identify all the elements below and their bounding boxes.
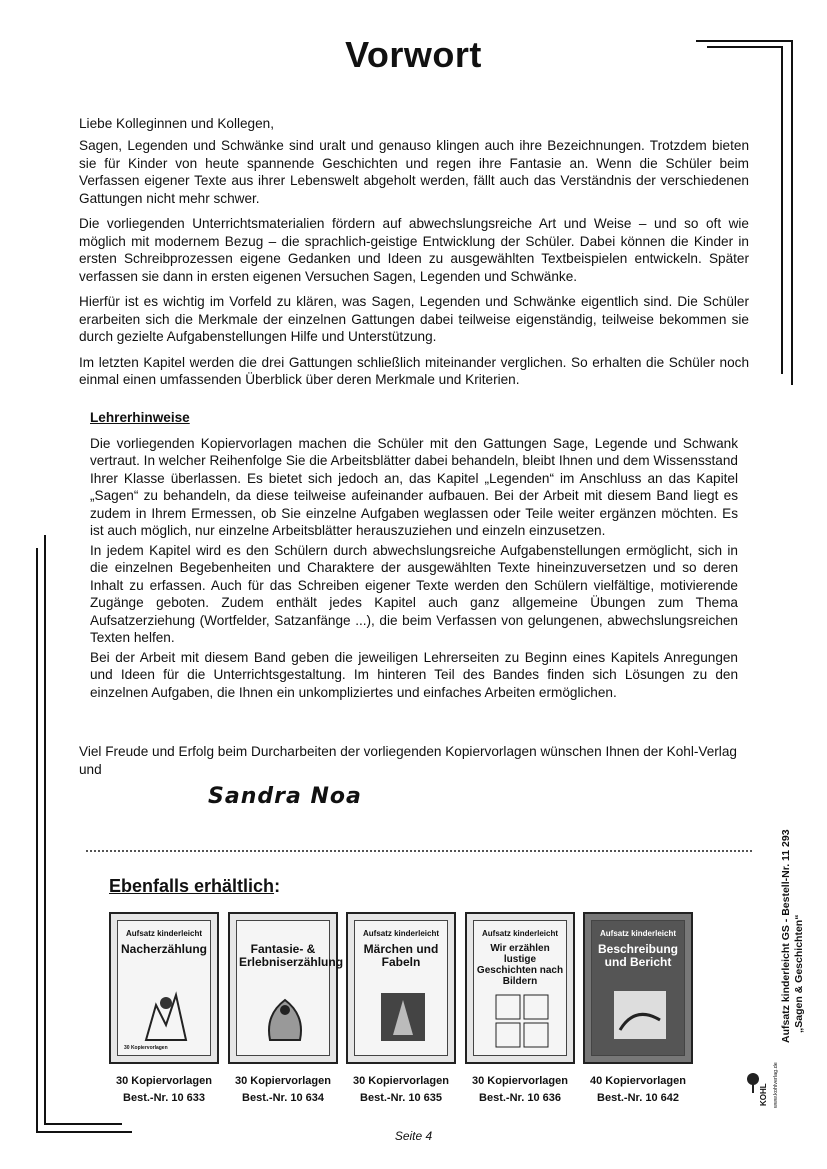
book-title: Fantasie- & Erlebniserzählung xyxy=(239,942,344,969)
publisher-logo xyxy=(745,1062,795,1112)
teacher-hints-section xyxy=(90,409,738,703)
book-copies: 30 Kopiervorlagen xyxy=(116,1075,212,1087)
intro-paragraph: Die vorliegenden Unterrichtsmaterialien fördern auf abwechslungsreiche Art und Weise – und so oft wie möglich mit modernem Bezug – die sprachlich-geistige Entwicklung der Schüler. Dabei können die Kinder in ersten Schreibprozessen eigene Gedanken und Ideen zu ausgewählten Textbeispielen entwickeln. Später verfassen sie dann in ersten eigenen Versuchen Sagen, Legenden und Schwänke. xyxy=(79,216,749,284)
page-title: Vorwort xyxy=(345,34,482,75)
book-illustration-icon xyxy=(373,985,433,1045)
side-label-line2: „Sagen & Geschichten“ xyxy=(793,914,805,1033)
book-order-number: Best.-Nr. 10 633 xyxy=(123,1092,205,1104)
hints-paragraph: Die vorliegenden Kopiervorlagen machen die Schüler mit den Gattungen Sage, Legende und Schwank vertraut. In welcher Reihenfolge Sie die Arbeitsblätter dabei behandeln, bleibt Ihnen und dem Wissensstand Ihrer Klasse überlassen. Es bietet sich jedoch an, das Kapitel „Legenden“ im Anschluss an das Kapitel „Sagen“ zu behandeln, da diese teilweise aufeinander aufbauen. Bei der Arbeit mit diesem Band liegt es zudem in Ihrem Ermessen, ob Sie einzelne Aufgaben weglassen oder Teile weiter ergänzen möchten. Es ist auch möglich, nur einzelne Arbeitsblätter herauszuziehen und einzeln einzusetzen. xyxy=(90,435,738,538)
book-series: Aufsatz kinderleicht xyxy=(599,929,676,938)
also-available-heading xyxy=(109,876,280,897)
book-illustration-icon xyxy=(255,985,315,1045)
logo-name: KOHL xyxy=(759,1083,768,1106)
page-number: Seite 4 xyxy=(394,1129,433,1143)
also-available-colon: : xyxy=(274,876,281,896)
book-cover-bildergeschichten[interactable] xyxy=(465,912,575,1064)
book-series: Aufsatz kinderleicht xyxy=(481,929,558,938)
book-order-number: Best.-Nr. 10 635 xyxy=(360,1092,442,1104)
frame-line-right-outer xyxy=(791,40,793,385)
book-cover-nacherzaehlung[interactable] xyxy=(109,912,219,1064)
frame-line-left-outer xyxy=(36,548,38,1133)
book-title: Wir erzählen lustige Geschichten nach Bildern xyxy=(476,943,564,987)
book-cover-inner xyxy=(473,920,567,1056)
closing-text: Viel Freude und Erfolg beim Durcharbeiten der vorliegenden Kopiervorlagen wünschen Ihnen der Kohl-Verlag und xyxy=(79,744,737,777)
intro-section xyxy=(79,137,749,397)
book-order-number: Best.-Nr. 10 642 xyxy=(597,1092,679,1104)
teacher-hints-heading: Lehrerhinweise xyxy=(90,410,190,425)
book-order-number: Best.-Nr. 10 634 xyxy=(242,1092,324,1104)
dotted-divider xyxy=(86,850,752,852)
book-title: Beschreibung und Bericht xyxy=(597,942,678,969)
greeting: Liebe Kolleginnen und Kollegen, xyxy=(79,116,275,131)
also-available-label: Ebenfalls erhältlich xyxy=(109,876,275,896)
book-copies: 30 Kopiervorlagen xyxy=(353,1075,449,1087)
intro-paragraph: Sagen, Legenden und Schwänke sind uralt und genauso klingen auch ihre Bezeichnungen. Trotzdem bieten sie für Kinder von heute spannende Geschichten und regen ihre Fantasie an. Wenn die Schüler beim Verfassen eigener Texte aus ihrer Lebenswelt abgeholt werden, fällt auch das Verständnis der verschiedenen Gattungen nicht mehr schwer. xyxy=(79,138,749,206)
book-copies: 30 Kopiervorlagen xyxy=(472,1075,568,1087)
hints-paragraph: Bei der Arbeit mit diesem Band geben die jeweiligen Lehrerseiten zu Beginn eines Kapitels Anregungen und Ideen für die Unterrichtsgestaltung. Im hinteren Teil des Bandes finden sich Lösungen zu den einzelnen Aufgaben, die Ihnen ein unkompliziertes und einfaches Arbeiten ermöglichen. xyxy=(90,649,738,700)
book-cover-inner xyxy=(354,920,448,1056)
book-illustration-icon xyxy=(492,991,552,1051)
book-cover-inner xyxy=(236,920,344,1056)
book-cover-maerchen[interactable] xyxy=(346,912,456,1064)
book-title: Märchen und Fabeln xyxy=(363,942,439,969)
book-cover-fantasie[interactable] xyxy=(228,912,344,1064)
signature: Sandra Noa xyxy=(208,784,362,809)
frame-line-left-inner xyxy=(44,535,46,1125)
book-series: Aufsatz kinderleicht xyxy=(125,929,202,938)
side-label-line1: Aufsatz kinderleicht GS - Bestell-Nr. 11 293 xyxy=(780,829,792,1043)
logo-url: www.kohlverlag.de xyxy=(773,1062,779,1108)
book-cover-beschreibung[interactable] xyxy=(583,912,693,1064)
book-illustration-icon xyxy=(136,985,196,1045)
side-label xyxy=(780,829,806,1043)
book-caption xyxy=(104,1073,224,1107)
intro-paragraph: Hierfür ist es wichtig im Vorfeld zu klären, was Sagen, Legenden und Schwänke eigentlich sind. Die Schüler erarbeiten sich die Merkmale der einzelnen Gattungen dabei teilweise eigenständig, teilweise bekommen sie durch gezielte Aufgabenstellungen Hilfe und Unterstützung. xyxy=(79,294,749,344)
intro-paragraph: Im letzten Kapitel werden die drei Gattungen schließlich miteinander verglichen. So erhalten die Schüler noch einmal einen umfassenden Überblick über deren Merkmale und Kriterien. xyxy=(79,354,749,387)
book-order-number: Best.-Nr. 10 636 xyxy=(479,1092,561,1104)
book-caption xyxy=(341,1073,461,1107)
book-footer: 30 Kopiervorlagen xyxy=(124,1045,168,1051)
book-copies: 30 Kopiervorlagen xyxy=(235,1075,331,1087)
book-caption xyxy=(460,1073,580,1107)
book-cover-inner xyxy=(591,920,685,1056)
book-copies: 40 Kopiervorlagen xyxy=(590,1075,686,1087)
frame-line-bottom-left-inner xyxy=(44,1123,122,1125)
hints-paragraph: In jedem Kapitel wird es den Schülern durch abwechslungsreiche Aufgabenstellungen ermöglicht, sich in die einzelnen Begebenheiten und Charaktere der ausgewählten Texte hineinzuversetzen und so deren Inhalt zu erfassen. Auch für das Schreiben eigener Texte werden den Schülern vielfältige, motivierende Zugänge geboten. Zudem enthält jedes Kapitel auch ganz allgemeine Übungen zum Thema Aufsatzerziehung (Wortfelder, Satzanfänge ...), die beim Verfassen von gelungenen, abwechslungsreichen Texten helfen. xyxy=(90,542,738,645)
frame-line-right-inner xyxy=(781,46,783,374)
book-caption xyxy=(223,1073,343,1107)
book-illustration-icon xyxy=(610,985,670,1045)
book-caption xyxy=(578,1073,698,1107)
book-series: Aufsatz kinderleicht xyxy=(362,929,439,938)
book-title: Nacherzählung xyxy=(120,942,207,956)
book-cover-inner xyxy=(117,920,211,1056)
